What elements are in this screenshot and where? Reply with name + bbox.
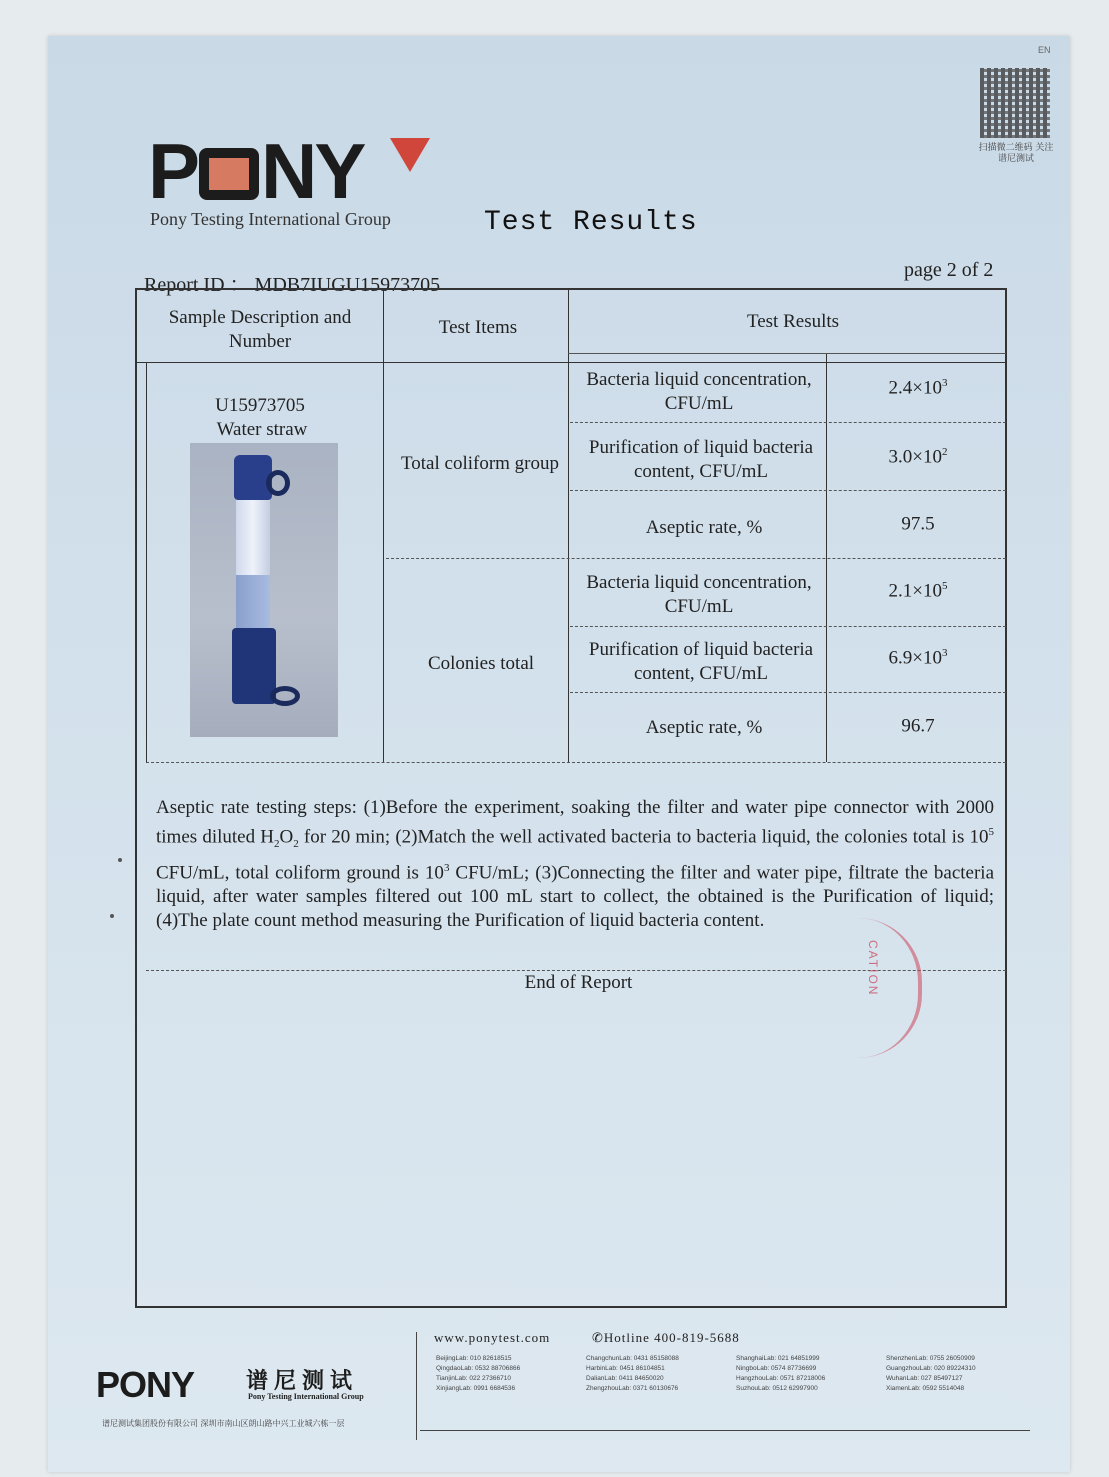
lab-contact: DalianLab: 0411 84650020 (586, 1375, 664, 1382)
result-value: $6.9\times 10^3$ (888, 647, 948, 669)
result-label: Aseptic rate, % (645, 717, 763, 738)
company-name: Pony Testing International Group (150, 209, 391, 229)
result-value: 97.5 (901, 513, 935, 535)
result-label: Purification of liquid bacteria content, CFU/mL (588, 639, 814, 684)
logo-letter-p: P (148, 127, 198, 215)
qr-caption: 扫描微二维码 关注谱尼测试 (978, 143, 1054, 164)
footer-divider-vertical (416, 1332, 417, 1440)
result-label: Aseptic rate, % (645, 517, 763, 538)
lab-contact: ShanghaiLab: 021 64851999 (736, 1355, 820, 1362)
row-divider (570, 626, 1006, 627)
report-id: Report ID ： MDB7IUGU15973705 (144, 274, 441, 296)
result-label: Bacteria liquid concentration, CFU/mL (586, 369, 812, 414)
lab-contact: BeijingLab: 010 82618515 (436, 1355, 512, 1362)
test-item-colonies: Colonies total (427, 653, 535, 674)
punch-mark (110, 914, 114, 918)
straw-bottom-icon (232, 628, 276, 704)
qr-code-icon[interactable] (980, 68, 1050, 138)
subheader-divider (568, 353, 1006, 354)
result-label: Bacteria liquid concentration, CFU/mL (586, 572, 812, 617)
footer-cn-name: 谱尼测试 (246, 1369, 359, 1394)
page-title: Test Results (484, 207, 698, 238)
straw-ring-icon (270, 686, 300, 706)
footer-company-name: Pony Testing International Group (248, 1392, 364, 1401)
col-divider-inner (146, 362, 147, 762)
lab-contact: ZhengzhouLab: 0371 60130676 (586, 1385, 679, 1392)
page-number: page 2 of 2 (904, 259, 994, 281)
sample-name: Water straw (216, 419, 308, 440)
logo-o-square-icon (199, 148, 259, 200)
lab-contact: GuangzhouLab: 020 89224310 (886, 1365, 976, 1372)
footer-website-link[interactable]: www.ponytest.com (434, 1330, 551, 1345)
logo-letters-ny: NY (261, 127, 364, 215)
testing-steps-paragraph: Aseptic rate testing steps: (1)Before the experiment, soaking the filter and water pipe connector with 2000 times diluted $H_2O_2$ for 20 min; (2)Match the well activated bacteria to bacteria liquid, the colonies total is $10^5$ CFU/mL, total coliform ground is $10^3$ CFU/mL; (3)Connecting the filter and water pipe, filtrate the bacteria liquid, after water samples filtered out 100 mL start to collect, the obtained is the Purification of liquid; (4)The plate count method measuring the Purification of liquid bacteria content. (156, 797, 995, 932)
col-divider-2 (568, 290, 569, 762)
pony-logo (148, 127, 364, 215)
logo-accent-icon (390, 138, 430, 172)
lab-contact: XiamenLab: 0592 5514048 (886, 1385, 965, 1392)
sample-id: U15973705 (215, 395, 305, 416)
col-divider-1 (383, 290, 384, 762)
lab-contact: QingdaoLab: 0532 88706866 (436, 1365, 521, 1372)
lab-contact: HangzhouLab: 0571 87218006 (736, 1375, 826, 1382)
result-value: $3.0\times 10^2$ (888, 446, 948, 468)
lab-contact: HarbinLab: 0451 86104851 (586, 1365, 665, 1372)
footer-divider-horizontal (420, 1430, 1030, 1431)
phone-icon: ✆ (592, 1330, 604, 1345)
punch-mark (118, 858, 122, 862)
row-divider (570, 692, 1006, 693)
result-value: $2.4\times 10^3$ (888, 377, 948, 399)
straw-band-icon (236, 575, 270, 630)
lab-contact: ChangchunLab: 0431 85158088 (586, 1355, 679, 1362)
footer-hotline: ✆Hotline 400-819-5688 (592, 1330, 740, 1345)
row-divider (570, 490, 1006, 491)
end-of-report: End of Report (524, 972, 633, 993)
row-divider (570, 422, 1006, 423)
lab-contact: XinjiangLab: 0991 6684536 (436, 1385, 516, 1392)
test-item-coliform: Total coliform group (400, 453, 560, 474)
lab-contact: NingboLab: 0574 87736699 (736, 1365, 817, 1372)
row-divider (386, 558, 1006, 559)
straw-clip-icon (266, 470, 290, 496)
col-header-results: Test Results (746, 311, 840, 332)
stamp-text: CATION (866, 940, 880, 997)
lab-contact: SuzhouLab: 0512 62997900 (736, 1385, 818, 1392)
lab-contact: WuhanLab: 027 85497127 (886, 1375, 963, 1382)
lab-contact: ShenzhenLab: 0755 26050909 (886, 1355, 975, 1362)
footer-logo: PONY (96, 1364, 195, 1405)
result-value: $2.1\times 10^5$ (888, 580, 948, 602)
header-divider (135, 362, 1007, 363)
footer-address: 谱尼测试集团股份有限公司 深圳市南山区朗山路中兴工业城六栋一层 (102, 1419, 345, 1428)
col-header-sample: Sample Description and Number (168, 307, 352, 352)
result-value: 96.7 (901, 715, 935, 737)
language-tag: EN (1038, 45, 1051, 55)
footer-lab-list (436, 1355, 1036, 1392)
col-header-items: Test Items (438, 317, 518, 338)
lab-contact: TianjinLab: 022 27366710 (436, 1375, 511, 1382)
table-bottom-divider (146, 762, 1006, 763)
result-label: Purification of liquid bacteria content, CFU/mL (588, 437, 814, 482)
